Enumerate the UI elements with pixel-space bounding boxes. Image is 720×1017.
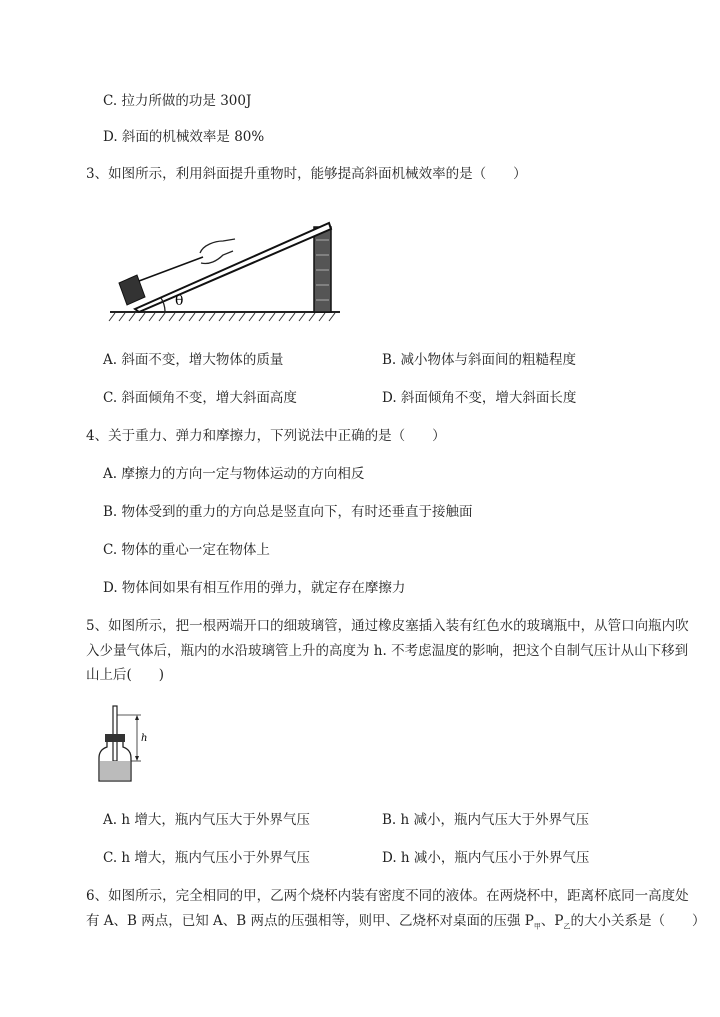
q5-stem-line2: 入少量气体后，瓶内的水沿玻璃管上升的高度为 h. 不考虑温度的影响，把这个自制气压计从山下移到 [86, 643, 689, 659]
incline-figure [105, 205, 345, 330]
q5-option-b: B. h 减小，瓶内气压大于外界气压 [382, 812, 589, 828]
barometer-figure [95, 703, 155, 788]
angle-label: θ [175, 293, 184, 309]
q6-stem-part-b: 、P [540, 913, 564, 929]
q4-option-c: C. 物体的重心一定在物体上 [103, 542, 270, 558]
q5-stem-line3: 山上后( ) [86, 667, 165, 683]
q3-option-b: B. 减小物体与斜面间的粗糙程度 [382, 352, 577, 368]
q4-option-d: D. 物体间如果有相互作用的弹力，就定存在摩擦力 [103, 580, 406, 596]
q3-option-a: A. 斜面不变，增大物体的质量 [103, 352, 284, 368]
q2-option-c: C. 拉力所做的功是 300J [103, 93, 252, 109]
q5-option-a: A. h 增大，瓶内气压大于外界气压 [103, 812, 310, 828]
height-label: h [141, 733, 148, 744]
q6-stem-line2 [86, 911, 705, 937]
q4-option-b: B. 物体受到的重力的方向总是竖直向下，有时还垂直于接触面 [103, 504, 473, 520]
q4-option-a: A. 摩擦力的方向一定与物体运动的方向相反 [103, 466, 365, 482]
subscript-jia: 甲 [533, 922, 541, 931]
q2-option-d: D. 斜面的机械效率是 80% [103, 129, 265, 145]
q3-option-c: C. 斜面倾角不变，增大斜面高度 [103, 390, 297, 406]
q4-stem: 4、关于重力、弹力和摩擦力，下列说法中正确的是（ ） [86, 428, 446, 444]
q5-option-c: C. h 增大，瓶内气压小于外界气压 [103, 850, 310, 866]
q3-stem: 3、如图所示，利用斜面提升重物时，能够提高斜面机械效率的是（ ） [86, 166, 527, 182]
q6-stem-line1: 6、如图所示，完全相同的甲，乙两个烧杯内装有密度不同的液体。在两烧杯中，距离杯底同一高度处 [86, 888, 689, 904]
subscript-yi: 乙 [563, 922, 571, 931]
q5-stem-line1: 5、如图所示，把一根两端开口的细玻璃管，通过橡皮塞插入装有红色水的玻璃瓶中，从管口向瓶内吹 [86, 618, 689, 634]
q6-stem-part-a: 有 A、B 两点，已知 A、B 两点的压强相等，则甲、乙烧杯对桌面的压强 P [86, 913, 534, 929]
q5-option-d: D. h 减小，瓶内气压小于外界气压 [382, 850, 590, 866]
q6-stem-part-c: 的大小关系是（ ） [570, 913, 706, 929]
q3-option-d: D. 斜面倾角不变，增大斜面长度 [382, 390, 577, 406]
